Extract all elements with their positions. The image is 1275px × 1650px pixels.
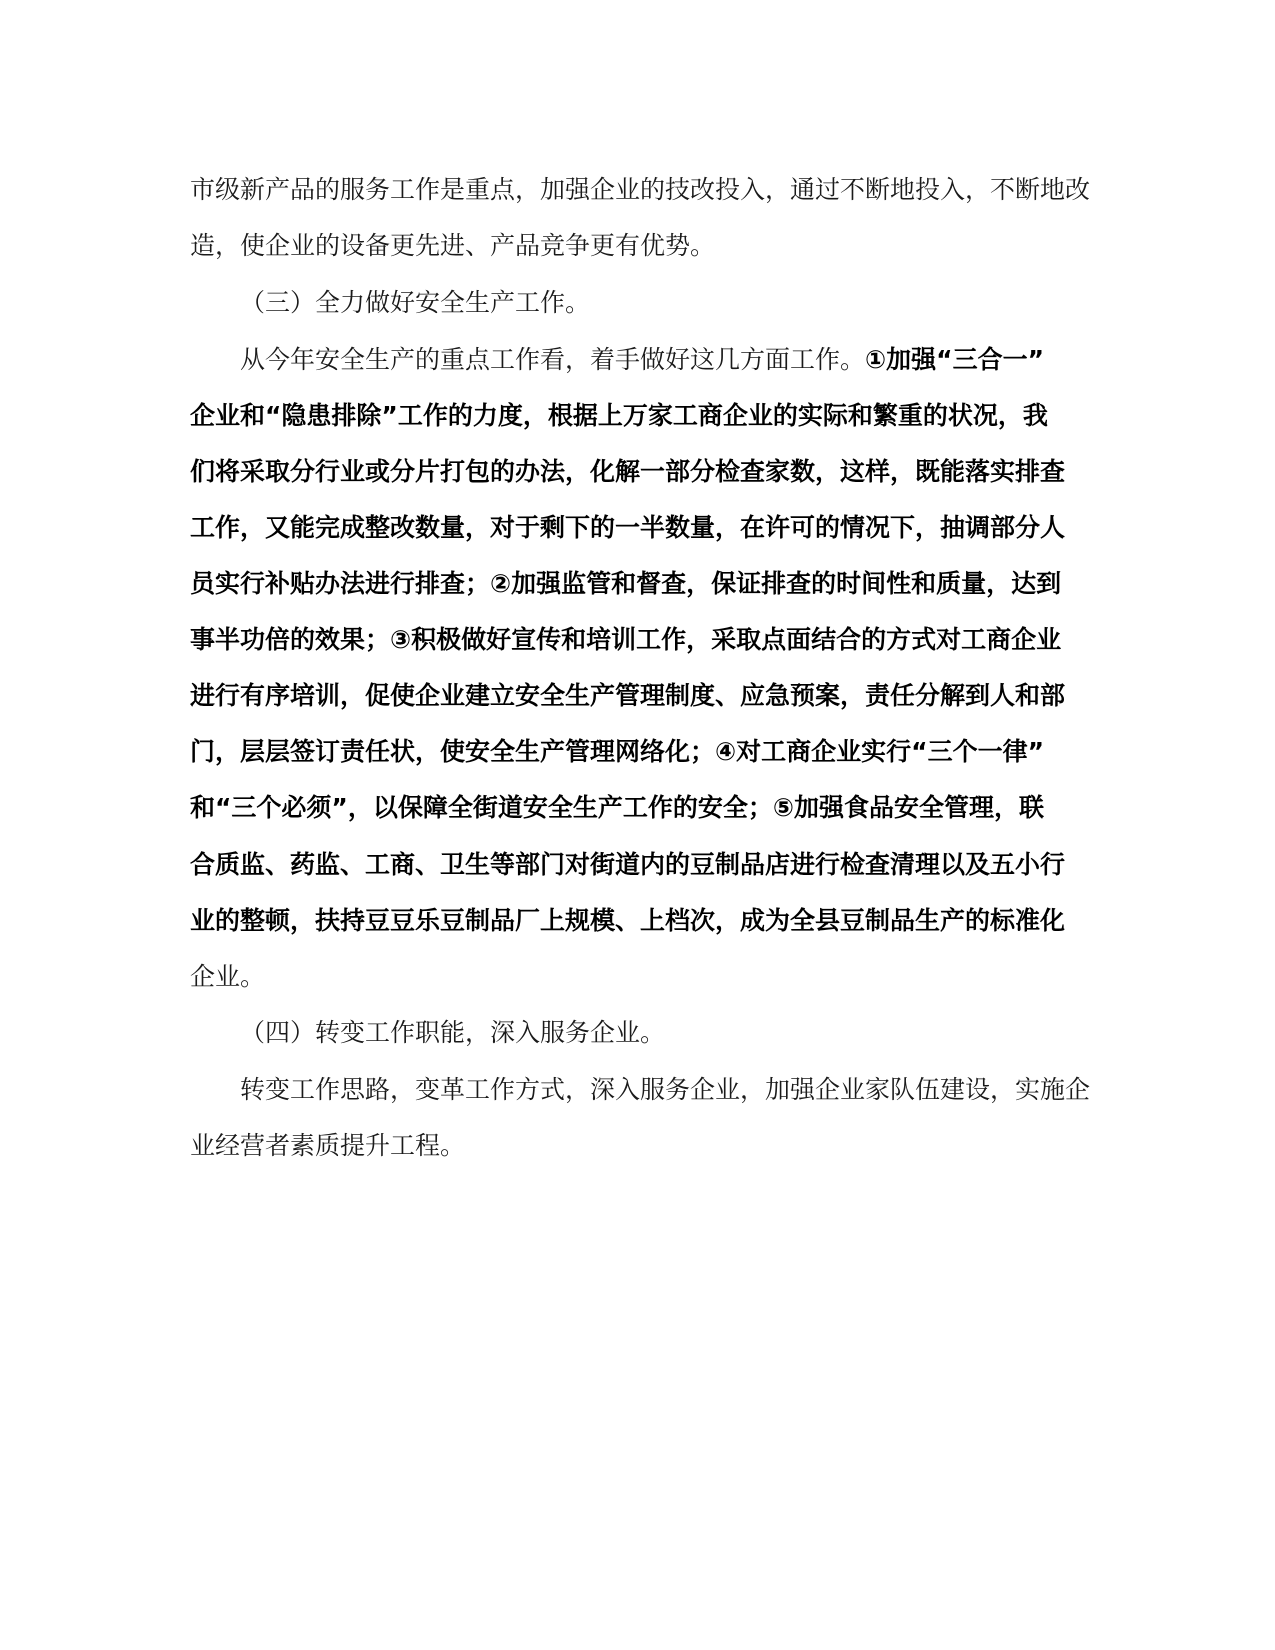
paragraph-line: 员实行补贴办法进行排查；②加强监管和督查，保证排查的时间性和质量，达到	[190, 569, 1062, 598]
paragraph-text: 从今年安全生产的重点工作看，着手做好这几方面工作。	[240, 345, 866, 374]
paragraph-line: 们将采取分行业或分片打包的办法，化解一部分检查家数，这样，既能落实排查	[190, 457, 1066, 486]
paragraph-line: 工作，又能完成整改数量，对于剩下的一半数量，在许可的情况下，抽调部分人	[190, 513, 1066, 542]
paragraph-line	[240, 340, 1140, 380]
paragraph-line: 企业。	[190, 962, 266, 991]
paragraph-line: 业经营者素质提升工程。	[190, 1131, 466, 1160]
section-heading: （四）转变工作职能，深入服务企业。	[240, 1018, 666, 1047]
paragraph-line: 进行有序培训，促使企业建立安全生产管理制度、应急预案，责任分解到人和部	[190, 681, 1066, 710]
paragraph-line: 合质监、药监、工商、卫生等部门对街道内的豆制品店进行检查清理以及五小行	[190, 850, 1066, 879]
paragraph-line: 和“三个必须”，以保障全街道安全生产工作的安全；⑤加强食品安全管理，联	[190, 793, 1045, 822]
paragraph-line: 造，使企业的设备更先进、产品竞争更有优势。	[190, 231, 716, 260]
section-heading: （三）全力做好安全生产工作。	[240, 288, 591, 317]
paragraph-line: 事半功倍的效果；③积极做好宣传和培训工作，采取点面结合的方式对工商企业	[190, 625, 1062, 654]
paragraph-text-bold: ①加强“三合一”	[865, 345, 1045, 374]
paragraph-line: 市级新产品的服务工作是重点，加强企业的技改投入，通过不断地投入，不断地改	[190, 175, 1091, 204]
paragraph-line: 企业和“隐患排除”工作的力度，根据上万家工商企业的实际和繁重的状况，我	[190, 401, 1048, 430]
paragraph-line: 业的整顿，扶持豆豆乐豆制品厂上规模、上档次，成为全县豆制品生产的标准化	[190, 906, 1066, 935]
paragraph-line: 转变工作思路，变革工作方式，深入服务企业，加强企业家队伍建设，实施企	[240, 1075, 1091, 1104]
paragraph-line: 门，层层签订责任状，使安全生产管理网络化；④对工商企业实行“三个一律”	[190, 737, 1045, 766]
